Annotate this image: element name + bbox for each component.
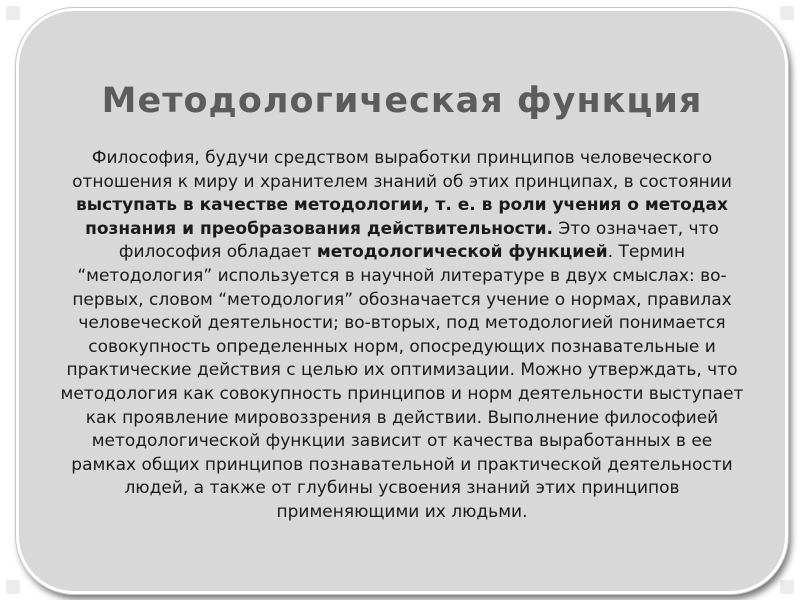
slide-title: Методологическая функция [101,81,703,121]
corner-mark-bottom-left [6,580,20,594]
corner-mark-top-left [6,6,20,20]
corner-mark-bottom-right [780,580,794,594]
body-text-segment-2: Это означает, что философия обладает [118,218,719,263]
body-bold-methodological-function: методологической функцией [316,242,608,263]
body-text-segment-3: . Термин “методология” используется в научной литературе в двух смыслах: во-первых, словом “методология” обозначается учение о нормах, правилах человеческой деятельности; во-вторых, под методологией понимается совокупность определенных норм, опосредующих познавательные и практические действия с целью их оптимизации. Можно утверждать, что методология как совокупность принципов и норм деятельности выступает как проявление мировоззрения в действии. Выполнение философией методологической функции зависит от качества выработанных в ее рамках общих принципов познавательной и практической деятельности людей, а также от глубины усвоения знаний этих принципов применяющими их людьми. [60,242,744,522]
corner-mark-top-right [780,6,794,20]
body-bold-methodology-definition: выступать в качестве методологии, т. е. в роли учения о методах познания и преобразования действительности. [76,195,728,239]
content-panel [16,8,788,594]
body-text-segment-1: Философия, будучи средством выработки принципов человеческого отношения к миру и хранителем знаний об этих принципах, в состоянии [72,148,732,192]
body-paragraph [57,147,747,525]
